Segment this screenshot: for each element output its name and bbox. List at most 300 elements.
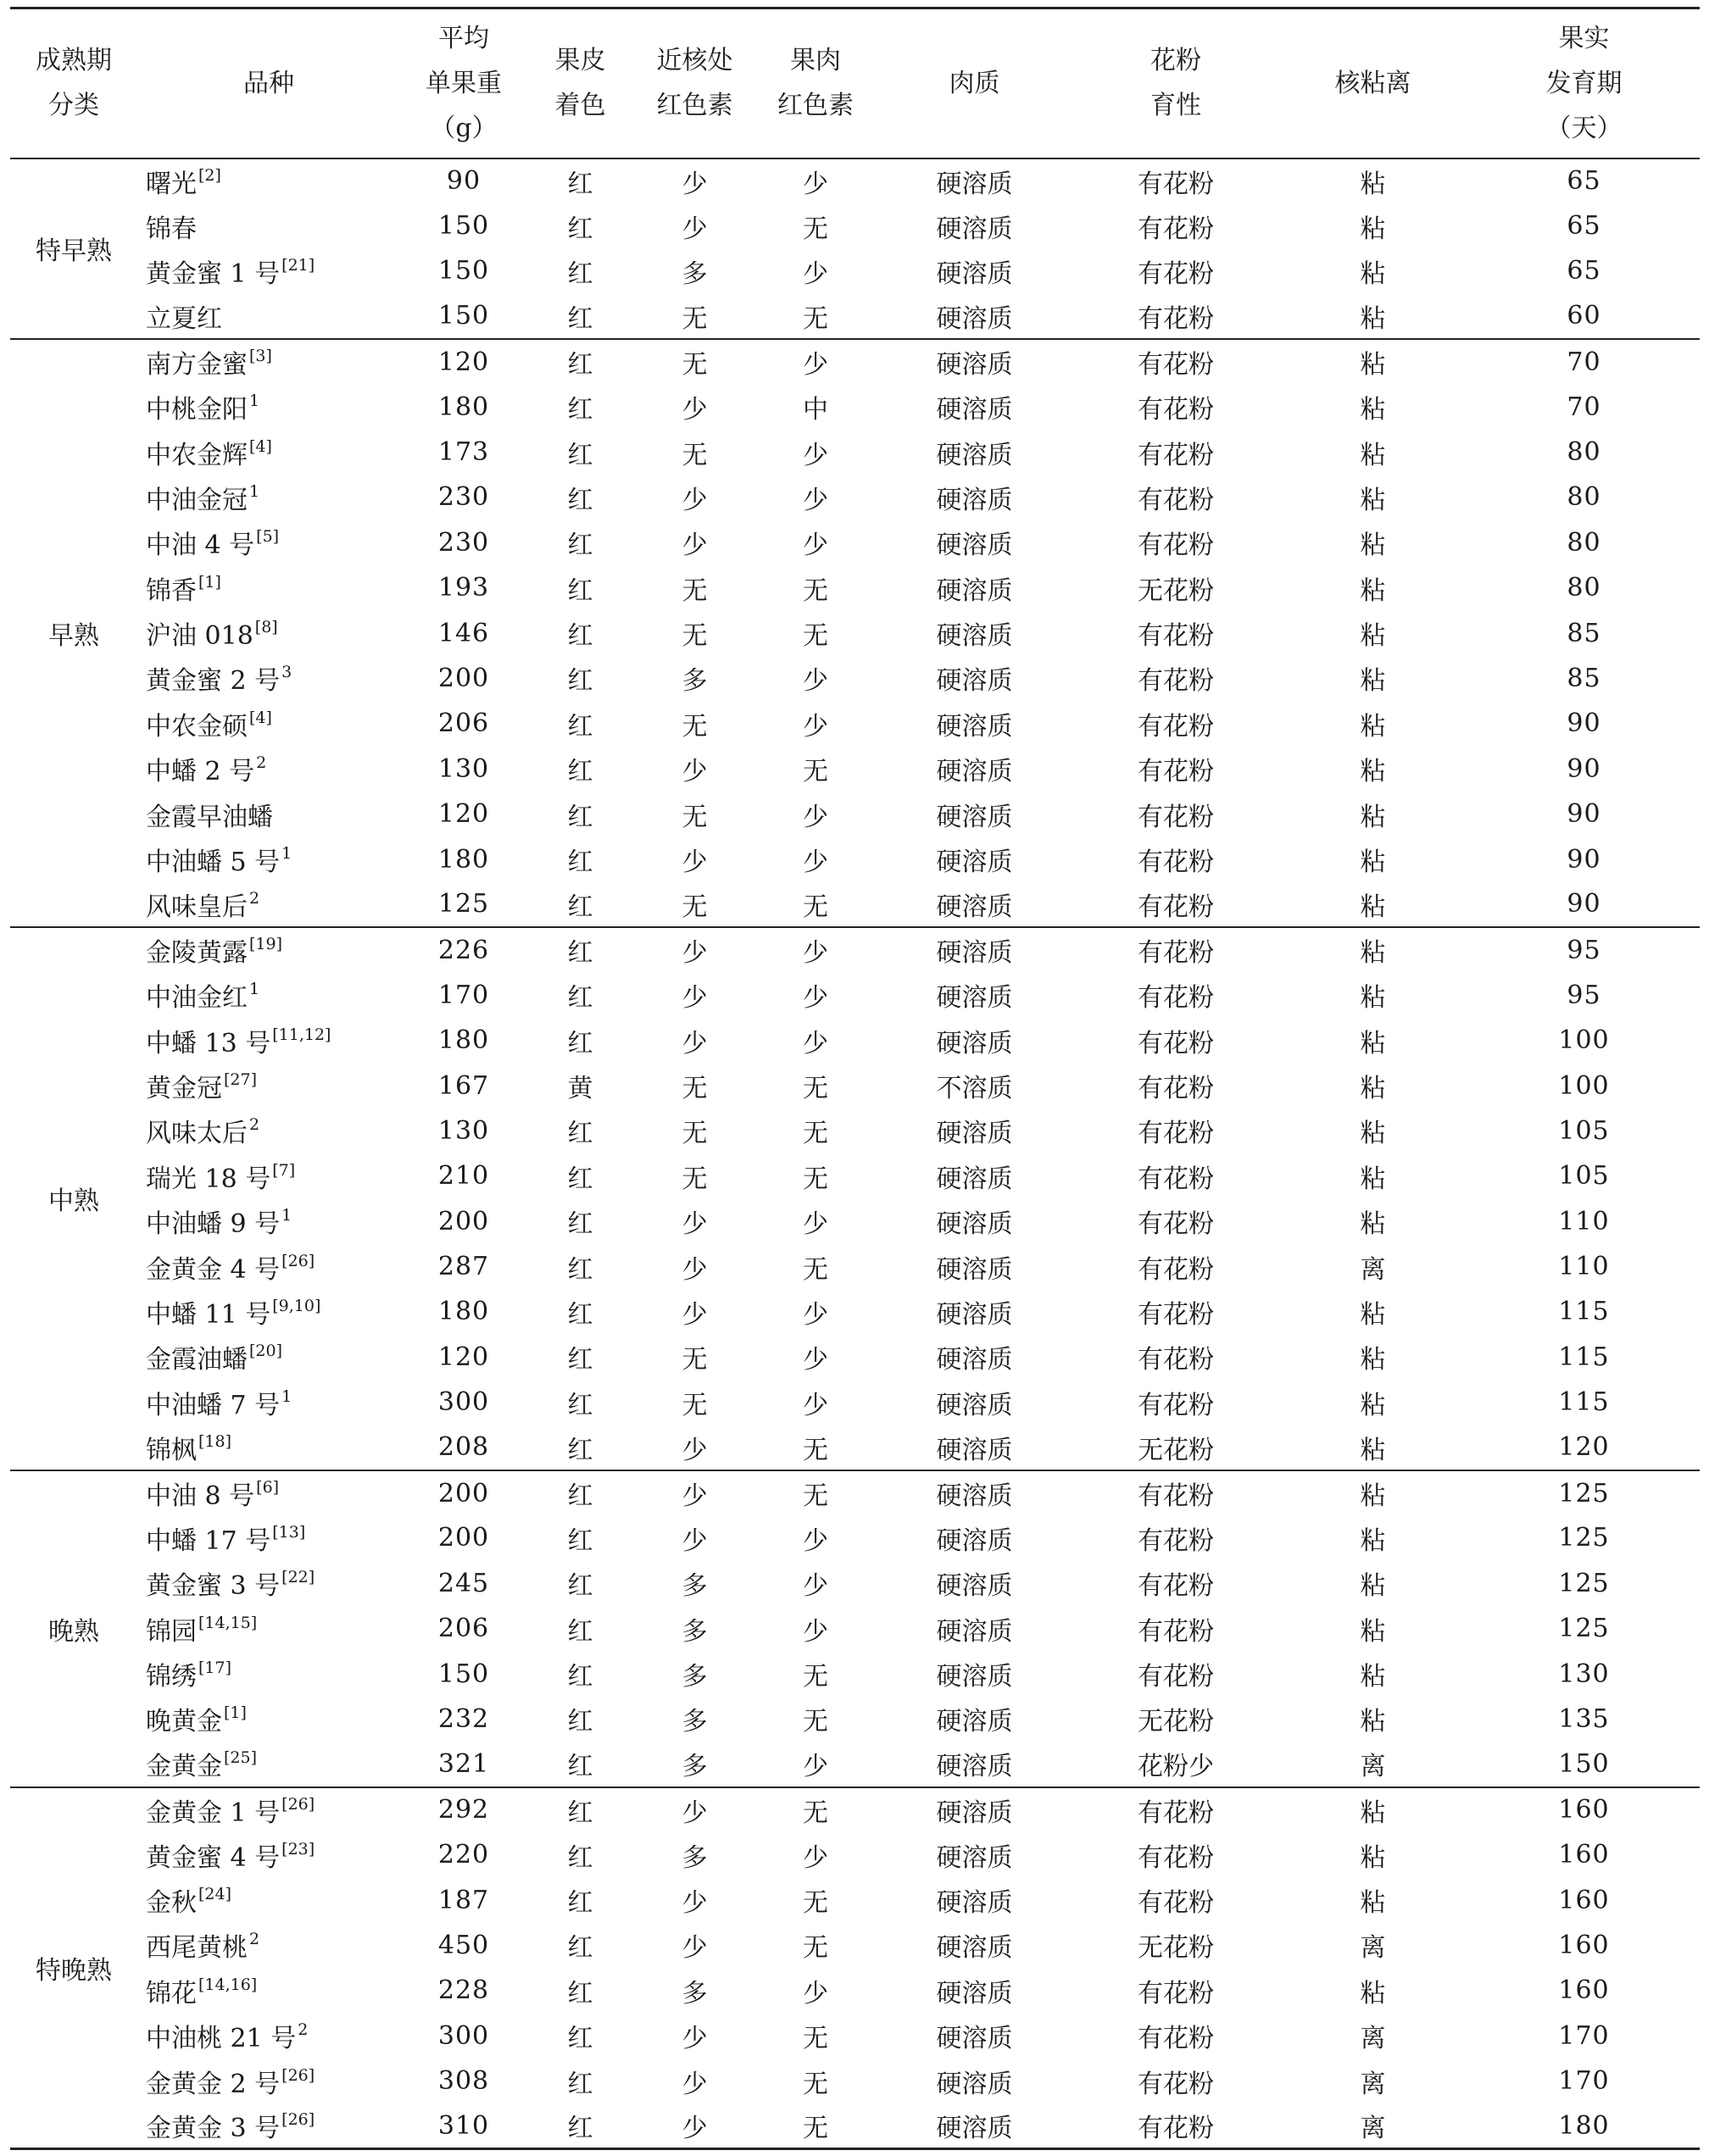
- cell-weight: 300: [437, 2020, 490, 2051]
- cell-variety: [137, 203, 400, 248]
- variety-name: 黄金蜜 4 号: [146, 1842, 281, 1873]
- cell-flesh-red: 无: [756, 1787, 875, 1832]
- cell-skin-color: 红: [567, 847, 593, 878]
- cell-flesh-red: 少: [803, 802, 828, 832]
- cell-days: 125: [1468, 1470, 1700, 1515]
- table-row: [10, 1561, 1700, 1606]
- variety-reference: [4]: [249, 436, 272, 456]
- cell-pollen: 有花粉: [1138, 892, 1214, 922]
- cell-pit-red: 无: [682, 1119, 708, 1149]
- cell-pit-red: 多: [682, 1707, 708, 1737]
- variety-name: 瑞光 18 号: [146, 1164, 271, 1194]
- group-label: 早熟: [10, 339, 137, 927]
- cell-weight: 321: [437, 1748, 490, 1779]
- cell-pit-red: 无: [682, 892, 708, 922]
- cell-weight: 200: [437, 1206, 490, 1236]
- cell-skin-color: 红: [567, 1571, 593, 1602]
- table-row: [10, 475, 1700, 520]
- header-stone-adhesion: [1278, 8, 1468, 158]
- header-line: 肉质: [949, 68, 1000, 98]
- cell-pit-red: 少: [682, 1028, 708, 1059]
- group-label: 晚熟: [10, 1470, 137, 1787]
- cell-texture: 硬溶质: [936, 1525, 1013, 1556]
- cell-flesh-red: 无: [756, 1470, 875, 1515]
- cell-variety: [137, 2103, 400, 2148]
- cell-pit-red: 少: [633, 927, 756, 972]
- cell-pit-red: 少: [633, 1787, 756, 1832]
- cell-weight: 150: [437, 1659, 490, 1689]
- cell-pit-red: 少: [682, 214, 708, 244]
- header-line: 分类: [48, 91, 99, 121]
- cell-pit-red: 多: [682, 1978, 708, 2009]
- cell-pit-red: 无: [682, 303, 708, 334]
- table-row: [10, 610, 1700, 655]
- header-development-days: [1468, 8, 1700, 158]
- cell-flesh-red: 少: [803, 1752, 828, 1782]
- table-row: [10, 158, 1700, 203]
- cell-variety: [137, 430, 400, 475]
- cell-flesh-red: 少: [803, 1390, 828, 1420]
- cell-days: 160: [1558, 1975, 1610, 2006]
- cell-stone: 粘: [1360, 621, 1386, 652]
- cell-skin-color: 红: [527, 927, 633, 972]
- cell-texture: 硬溶质: [936, 1390, 1013, 1420]
- variety-name: 锦春: [146, 214, 197, 244]
- variety-reference: 2: [249, 888, 260, 908]
- variety-name: 中蟠 2 号: [146, 757, 255, 787]
- cell-days: 160: [1558, 1930, 1610, 1960]
- cell-pit-red: 无: [682, 802, 708, 832]
- cell-stone: 粘: [1360, 1707, 1386, 1737]
- cell-variety: [137, 1289, 400, 1334]
- cell-weight: 228: [437, 1975, 490, 2006]
- variety-name: 金秋: [146, 1888, 197, 1919]
- cell-variety: [137, 747, 400, 792]
- cell-pollen: 有花粉: [1138, 214, 1214, 244]
- cell-days: 105: [1558, 1115, 1610, 1146]
- cell-variety: [137, 339, 400, 384]
- cell-flesh-red: 无: [803, 757, 828, 787]
- cell-variety: [137, 1923, 400, 1968]
- variety-name: 西尾黄桃: [146, 1933, 248, 1964]
- variety-reference: [11,12]: [272, 1025, 331, 1044]
- cell-pollen: 有花粉: [1138, 1254, 1214, 1285]
- cell-pollen: 有花粉: [1138, 2024, 1214, 2054]
- cell-pit-red: 多: [682, 1662, 708, 1692]
- cell-texture: 硬溶质: [936, 1164, 1013, 1194]
- cell-stone: 粘: [1360, 666, 1386, 697]
- variety-reference: 2: [249, 1115, 260, 1135]
- cell-texture: 硬溶质: [875, 927, 1074, 972]
- variety-reference: [23]: [281, 1839, 315, 1859]
- cell-days: 170: [1558, 2020, 1610, 2051]
- cell-variety: [137, 1470, 400, 1515]
- cell-weight: 220: [437, 1840, 490, 1870]
- table-row: [10, 1198, 1700, 1243]
- variety-name: 锦绣: [146, 1662, 197, 1692]
- cell-days: 125: [1558, 1614, 1610, 1644]
- cell-stone: 粘: [1278, 1470, 1468, 1515]
- variety-reference: [21]: [281, 255, 315, 275]
- cell-pollen: 有花粉: [1138, 1209, 1214, 1240]
- cell-flesh-red: 中: [803, 395, 828, 425]
- cell-texture: 硬溶质: [936, 303, 1013, 334]
- cell-skin-color: 红: [567, 1209, 593, 1240]
- cell-weight: 150: [437, 256, 490, 286]
- cell-pollen: 有花粉: [1138, 2114, 1214, 2144]
- cell-flesh-red: 少: [803, 711, 828, 742]
- cell-pollen: 有花粉: [1138, 1074, 1214, 1103]
- cell-skin-color: 红: [567, 1164, 593, 1194]
- cell-variety: [137, 2059, 400, 2103]
- cell-pit-red: 少: [682, 2024, 708, 2054]
- cell-pit-red: 少: [682, 757, 708, 787]
- variety-name: 中农金硕: [146, 711, 248, 742]
- cell-variety: [137, 475, 400, 520]
- group-label: 中熟: [10, 927, 137, 1470]
- cell-variety: [137, 1968, 400, 2013]
- variety-name: 中油蟠 5 号: [146, 847, 281, 878]
- cell-texture: 硬溶质: [936, 666, 1013, 697]
- cell-texture: 硬溶质: [875, 1470, 1074, 1515]
- cell-skin-color: 红: [567, 1707, 593, 1737]
- cell-days: 90: [1567, 889, 1601, 920]
- cell-pollen: 有花粉: [1138, 1616, 1214, 1647]
- cell-weight: 193: [437, 573, 490, 603]
- cell-stone: 粘: [1360, 1345, 1386, 1375]
- cell-texture: 硬溶质: [875, 339, 1074, 384]
- variety-name: 中油 4 号: [146, 531, 255, 561]
- cell-days: 110: [1558, 1206, 1610, 1236]
- variety-name: 风味皇后: [146, 892, 248, 922]
- cell-flesh-red: 少: [803, 1616, 828, 1647]
- cell-texture: 硬溶质: [936, 1662, 1013, 1692]
- cell-pit-red: 少: [682, 1933, 708, 1964]
- variety-name: 晚黄金: [146, 1707, 222, 1737]
- cell-days: 90: [1567, 799, 1601, 830]
- cell-stone: 离: [1360, 1752, 1386, 1782]
- cell-texture: 硬溶质: [936, 214, 1013, 244]
- cell-pollen: 花粉少: [1138, 1752, 1214, 1782]
- table-row: [10, 1018, 1700, 1063]
- cell-pollen: 有花粉: [1138, 847, 1214, 878]
- header-line: 红色素: [777, 91, 854, 121]
- cell-variety: [137, 2014, 400, 2059]
- cell-days: 95: [1468, 927, 1700, 972]
- cell-texture: 硬溶质: [936, 440, 1013, 470]
- table-row: [10, 1289, 1700, 1334]
- cell-days: 150: [1558, 1748, 1610, 1779]
- table-row: [10, 1425, 1700, 1470]
- header-line: 近核处: [656, 46, 733, 76]
- variety-reference: [26]: [281, 1251, 315, 1270]
- cell-stone: 离: [1360, 2114, 1386, 2144]
- cell-pollen: 有花粉: [1074, 1787, 1278, 1832]
- cell-variety: [137, 1742, 400, 1786]
- cell-skin-color: 红: [567, 1752, 593, 1782]
- cell-days: 80: [1567, 527, 1601, 558]
- cell-texture: 硬溶质: [936, 485, 1013, 515]
- table-row: [10, 248, 1700, 293]
- variety-reference: 1: [249, 980, 260, 999]
- cell-weight: 150: [437, 301, 490, 331]
- cell-flesh-red: 少: [803, 1571, 828, 1602]
- cell-flesh-red: 无: [803, 575, 828, 606]
- cell-skin-color: 红: [567, 485, 593, 515]
- table-row: [10, 1877, 1700, 1922]
- cell-stone: 粘: [1360, 1978, 1386, 2009]
- cell-pit-red: 少: [682, 485, 708, 515]
- variety-reference: [8]: [254, 618, 278, 637]
- cell-weight: 180: [437, 392, 490, 422]
- cell-stone: 粘: [1360, 1888, 1386, 1919]
- cell-stone: 粘: [1278, 1787, 1468, 1832]
- variety-name: 锦花: [146, 1978, 197, 2009]
- cell-variety: [137, 656, 400, 701]
- cell-variety: [137, 1651, 400, 1696]
- header-line: 果肉: [790, 46, 841, 76]
- variety-reference: [22]: [281, 1568, 315, 1587]
- cell-pit-red: 多: [682, 1571, 708, 1602]
- cell-stone: 粘: [1360, 711, 1386, 742]
- table-row: [10, 1109, 1700, 1153]
- header-line: 红色素: [656, 91, 733, 121]
- cell-stone: 粘: [1360, 440, 1386, 470]
- cell-weight: 230: [437, 482, 490, 513]
- cell-weight: 173: [437, 437, 490, 468]
- variety-name: 中油金冠: [146, 485, 248, 515]
- cell-pollen: 有花粉: [1138, 1390, 1214, 1420]
- variety-reference: [18]: [198, 1431, 232, 1451]
- cell-flesh-red: 无: [803, 214, 828, 244]
- cell-skin-color: 红: [567, 1254, 593, 1285]
- header-line: 育性: [1150, 91, 1201, 121]
- cell-pit-red: 无: [682, 575, 708, 606]
- cell-texture: 硬溶质: [936, 258, 1013, 289]
- cell-flesh-red: 无: [803, 892, 828, 922]
- variety-reference: [14,15]: [198, 1613, 258, 1632]
- cell-skin-color: 红: [567, 2069, 593, 2099]
- cell-skin-color: 红: [567, 1525, 593, 1556]
- cell-texture: 硬溶质: [936, 169, 1013, 199]
- variety-reference: 2: [256, 753, 267, 773]
- cell-days: 180: [1558, 2110, 1610, 2141]
- cell-skin-color: 红: [567, 2114, 593, 2144]
- cell-days: 90: [1567, 844, 1601, 875]
- cell-skin-color: 红: [527, 1470, 633, 1515]
- variety-reference: 1: [281, 1206, 292, 1225]
- cell-skin-color: 红: [567, 1028, 593, 1059]
- cell-flesh-red: 少: [803, 1978, 828, 2009]
- table-row: [10, 2059, 1700, 2103]
- table-row: [10, 927, 1700, 972]
- cell-skin-color: 红: [567, 983, 593, 1014]
- header-line: 核粘离: [1334, 68, 1411, 98]
- cell-skin-color: 红: [567, 1345, 593, 1375]
- cell-skin-color: 红: [567, 1978, 593, 2009]
- cell-stone: 粘: [1360, 258, 1386, 289]
- cell-skin-color: 红: [567, 1888, 593, 1919]
- cell-pit-red: 无: [682, 1074, 708, 1103]
- cell-texture: 硬溶质: [936, 757, 1013, 787]
- cell-stone: 粘: [1360, 1435, 1386, 1465]
- cell-stone: 粘: [1360, 1119, 1386, 1149]
- variety-reference: [5]: [256, 527, 280, 547]
- cell-skin-color: 红: [567, 621, 593, 652]
- cell-pollen: 有花粉: [1138, 395, 1214, 425]
- variety-reference: [2]: [198, 165, 221, 185]
- cell-variety: [137, 1561, 400, 1606]
- table-row: [10, 1923, 1700, 1968]
- variety-reference: 1: [249, 392, 260, 411]
- cell-variety: [137, 1787, 400, 1832]
- cell-pollen: 有花粉: [1138, 1119, 1214, 1149]
- cell-variety: [137, 1244, 400, 1289]
- table-row: [10, 701, 1700, 746]
- cell-flesh-red: 无: [803, 2069, 828, 2099]
- variety-name: 中油 8 号: [146, 1481, 255, 1512]
- cell-pit-red: 少: [682, 2069, 708, 2099]
- variety-name: 风味太后: [146, 1119, 248, 1149]
- cell-skin-color: 红: [567, 1842, 593, 1873]
- cell-days: 125: [1558, 1523, 1610, 1553]
- header-row: [10, 8, 1700, 158]
- cell-pit-red: 少: [682, 395, 708, 425]
- cell-weight: 206: [437, 708, 490, 739]
- cell-skin-color: 红: [567, 214, 593, 244]
- cell-days: 85: [1567, 618, 1601, 648]
- cell-days: 100: [1558, 1025, 1610, 1056]
- variety-name: 金黄金 4 号: [146, 1254, 281, 1285]
- cell-stone: 粘: [1360, 1525, 1386, 1556]
- cell-weight: 310: [437, 2110, 490, 2141]
- cell-texture: 硬溶质: [936, 1254, 1013, 1285]
- cell-pollen: 有花粉: [1138, 1571, 1214, 1602]
- variety-reference: 1: [249, 481, 260, 501]
- cell-texture: 硬溶质: [875, 1787, 1074, 1832]
- cell-flesh-red: 无: [803, 1074, 828, 1103]
- cell-pit-red: 多: [682, 258, 708, 289]
- cell-pollen: 有花粉: [1138, 1299, 1214, 1330]
- table-page: [10, 7, 1700, 2150]
- cell-variety: [137, 384, 400, 429]
- variety-reference: [1]: [198, 572, 221, 592]
- cell-weight: 170: [437, 980, 490, 1010]
- cell-flesh-red: 无: [803, 303, 828, 334]
- cell-skin-color: 红: [567, 892, 593, 922]
- table-row: [10, 1470, 1700, 1515]
- cell-texture: 硬溶质: [936, 1209, 1013, 1240]
- cell-days: 115: [1558, 1387, 1610, 1418]
- variety-reference: [6]: [256, 1478, 280, 1498]
- header-skin-color: [527, 8, 633, 158]
- variety-name: 黄金蜜 3 号: [146, 1571, 281, 1602]
- cell-skin-color: 红: [567, 802, 593, 832]
- header-line: 着色: [554, 91, 606, 121]
- cell-pit-red: 无: [682, 711, 708, 742]
- table-row: [10, 1153, 1700, 1198]
- table-row: [10, 1787, 1700, 1832]
- table-row: [10, 1606, 1700, 1651]
- header-line: 花粉: [1150, 46, 1201, 76]
- group-label: 特晚熟: [10, 1787, 137, 2149]
- cell-flesh-red: 少: [803, 666, 828, 697]
- cell-pollen: 有花粉: [1138, 1662, 1214, 1692]
- cell-flesh-red: 无: [803, 1933, 828, 1964]
- variety-name: 中蟠 11 号: [146, 1299, 271, 1330]
- cell-skin-color: 红: [567, 1119, 593, 1149]
- header-pit-red-pigment: [633, 8, 756, 158]
- cell-variety: [137, 520, 400, 565]
- variety-name: 黄金冠: [146, 1074, 222, 1103]
- cell-pit-red: 少: [682, 1888, 708, 1919]
- cell-texture: 硬溶质: [936, 1752, 1013, 1782]
- cell-stone: 粘: [1360, 1164, 1386, 1194]
- cell-flesh-red: 少: [803, 847, 828, 878]
- cell-pit-red: 无: [682, 1345, 708, 1375]
- cell-pollen: 有花粉: [1138, 169, 1214, 199]
- cell-variety: [137, 1153, 400, 1198]
- cell-variety: [137, 1515, 400, 1560]
- cell-weight: 180: [437, 1297, 490, 1327]
- cell-pit-red: 多: [682, 1616, 708, 1647]
- cell-variety: [137, 701, 400, 746]
- cell-pit-red: 无: [682, 440, 708, 470]
- variety-reference: 2: [298, 2020, 309, 2040]
- cell-flesh-red: 少: [756, 927, 875, 972]
- table-row: [10, 1515, 1700, 1560]
- cell-days: 160: [1558, 1885, 1610, 1915]
- cell-weight: 180: [437, 1025, 490, 1056]
- variety-reference: [26]: [281, 1794, 315, 1814]
- cell-texture: 硬溶质: [936, 1119, 1013, 1149]
- cell-pollen: 有花粉: [1074, 339, 1278, 384]
- variety-reference: [13]: [272, 1522, 306, 1542]
- cell-flesh-red: 少: [803, 169, 828, 199]
- cell-skin-color: 红: [567, 666, 593, 697]
- cell-pit-red: 少: [682, 169, 708, 199]
- header-maturity: [10, 8, 137, 158]
- cell-variety: [137, 1109, 400, 1153]
- cell-days: 60: [1567, 301, 1601, 331]
- cell-flesh-red: 无: [803, 2024, 828, 2054]
- peach-variety-table: [10, 7, 1700, 2150]
- cell-pit-red: 少: [682, 1209, 708, 1240]
- table-row: [10, 384, 1700, 429]
- cell-weight: 245: [437, 1568, 490, 1598]
- cell-variety: [137, 1425, 400, 1470]
- variety-reference: 3: [281, 663, 292, 682]
- variety-name: 中蟠 13 号: [146, 1028, 271, 1059]
- cell-stone: 粘: [1360, 983, 1386, 1014]
- header-line: 品种: [243, 68, 294, 98]
- cell-days: 65: [1567, 211, 1601, 242]
- cell-skin-color: 红: [567, 1933, 593, 1964]
- cell-flesh-red: 无: [803, 621, 828, 652]
- cell-skin-color: 黄: [567, 1074, 593, 1103]
- cell-texture: 硬溶质: [936, 1571, 1013, 1602]
- table-row: [10, 1697, 1700, 1742]
- table-row: [10, 1244, 1700, 1289]
- cell-weight: 120: [400, 339, 527, 384]
- variety-name: 中桃金阳: [146, 395, 248, 425]
- cell-texture: 硬溶质: [936, 1028, 1013, 1059]
- cell-flesh-red: 少: [756, 339, 875, 384]
- table-row: [10, 1968, 1700, 2013]
- table-row: [10, 1742, 1700, 1786]
- cell-pollen: 无花粉: [1138, 1707, 1214, 1737]
- cell-pit-red: 无: [682, 621, 708, 652]
